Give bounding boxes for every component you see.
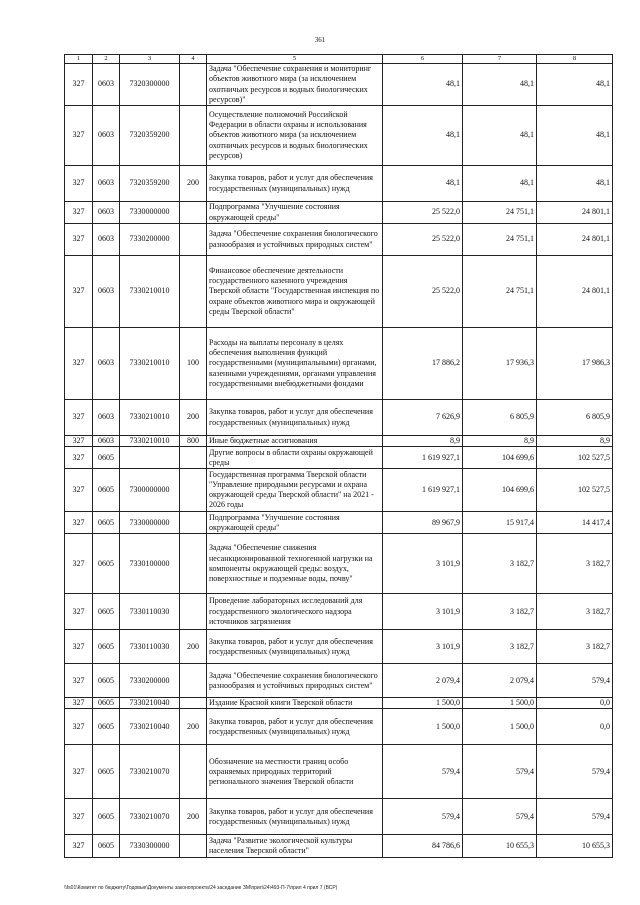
target-article-cell <box>120 447 180 469</box>
amount-year3-cell: 8,9 <box>537 436 613 447</box>
expense-type-cell <box>180 512 207 534</box>
footer-file-path: \\fs01\Комитет по бюджету\Годовые\Документы законопроекта\24 заседание ЗМ\прил\24\493-П-7\прил 4 прил 7 (ВСР) <box>64 885 338 891</box>
description-cell: Задача "Обеспечение снижения несанкционированной техногенной нагрузки на компоненты окружающей среды: воздух, поверхностные и подземные воды, почву" <box>207 534 383 594</box>
ministry-code-cell: 327 <box>65 799 93 835</box>
target-article-cell: 7330210040 <box>120 709 180 745</box>
section-code-cell: 0603 <box>93 106 120 166</box>
amount-year1-cell: 2 079,4 <box>383 664 463 698</box>
section-code-cell: 0603 <box>93 166 120 202</box>
expense-type-cell <box>180 447 207 469</box>
expense-type-cell <box>180 106 207 166</box>
header-cell: 4 <box>180 55 207 64</box>
section-code-cell: 0605 <box>93 709 120 745</box>
header-cell: 5 <box>207 55 383 64</box>
description-cell: Осуществление полномочий Российской Федерации в области охраны и использования объектов животного мира (за исключением охотничьих ресурсов и водных биологических ресурсов) <box>207 106 383 166</box>
amount-year1-cell: 84 786,6 <box>383 835 463 858</box>
ministry-code-cell: 327 <box>65 469 93 512</box>
target-article-cell: 7300000000 <box>120 469 180 512</box>
amount-year2-cell: 3 182,7 <box>463 534 537 594</box>
amount-year1-cell: 579,4 <box>383 745 463 799</box>
table-row <box>65 106 613 166</box>
ministry-code-cell: 327 <box>65 166 93 202</box>
ministry-code-cell: 327 <box>65 630 93 664</box>
table-row <box>65 630 613 664</box>
amount-year3-cell: 0,0 <box>537 709 613 745</box>
amount-year2-cell: 17 936,3 <box>463 328 537 400</box>
amount-year2-cell: 6 805,9 <box>463 400 537 436</box>
description-cell: Государственная программа Тверской области "Управление природными ресурсами и охрана окружающей среды Тверской области" на 2021 - 2026 годы <box>207 469 383 512</box>
amount-year3-cell: 3 182,7 <box>537 594 613 630</box>
amount-year3-cell: 10 655,3 <box>537 835 613 858</box>
expense-type-cell <box>180 534 207 594</box>
description-cell: Подпрограмма "Улучшение состояния окружающей среды" <box>207 202 383 224</box>
table-row <box>65 745 613 799</box>
target-article-cell: 7330000000 <box>120 512 180 534</box>
amount-year3-cell: 6 805,9 <box>537 400 613 436</box>
description-cell: Финансовое обеспечение деятельности государственного казенного учреждения Тверской области "Государственная инспекция по охране объектов животного мира и окружающей среды Тверской области" <box>207 256 383 328</box>
description-cell: Расходы на выплаты персоналу в целях обеспечения выполнения функций государственными (муниципальными) органами, казенными учреждениями, органами управления государственными внебюджетными фондами <box>207 328 383 400</box>
target-article-cell: 7330210070 <box>120 745 180 799</box>
target-article-cell: 7330110030 <box>120 630 180 664</box>
target-article-cell: 7320359200 <box>120 106 180 166</box>
amount-year2-cell: 24 751,1 <box>463 256 537 328</box>
header-cell: 7 <box>463 55 537 64</box>
expense-type-cell <box>180 469 207 512</box>
expense-type-cell <box>180 64 207 106</box>
amount-year2-cell: 104 699,6 <box>463 469 537 512</box>
ministry-code-cell: 327 <box>65 512 93 534</box>
amount-year2-cell: 3 182,7 <box>463 630 537 664</box>
ministry-code-cell: 327 <box>65 436 93 447</box>
expense-type-cell: 100 <box>180 328 207 400</box>
amount-year1-cell: 1 619 927,1 <box>383 447 463 469</box>
amount-year2-cell: 24 751,1 <box>463 224 537 256</box>
amount-year2-cell: 10 655,3 <box>463 835 537 858</box>
header-cell: 6 <box>383 55 463 64</box>
description-cell: Закупка товаров, работ и услуг для обеспечения государственных (муниципальных) нужд <box>207 709 383 745</box>
target-article-cell: 7330210010 <box>120 256 180 328</box>
section-code-cell: 0605 <box>93 534 120 594</box>
table-row <box>65 709 613 745</box>
target-article-cell: 7330210010 <box>120 436 180 447</box>
budget-table <box>64 54 613 858</box>
ministry-code-cell: 327 <box>65 447 93 469</box>
target-article-cell: 7330200000 <box>120 664 180 698</box>
section-code-cell: 0603 <box>93 400 120 436</box>
target-article-cell: 7330210010 <box>120 328 180 400</box>
description-cell: Закупка товаров, работ и услуг для обеспечения государственных (муниципальных) нужд <box>207 630 383 664</box>
expense-type-cell: 200 <box>180 799 207 835</box>
description-cell: Обозначение на местности границ особо охраняемых природных территорий регионального значения Тверской области <box>207 745 383 799</box>
amount-year1-cell: 1 619 927,1 <box>383 469 463 512</box>
amount-year1-cell: 3 101,9 <box>383 534 463 594</box>
amount-year2-cell: 579,4 <box>463 745 537 799</box>
target-article-cell: 7330300000 <box>120 835 180 858</box>
section-code-cell: 0605 <box>93 469 120 512</box>
target-article-cell: 7330100000 <box>120 534 180 594</box>
header-cell: 1 <box>65 55 93 64</box>
amount-year3-cell: 0,0 <box>537 698 613 709</box>
section-code-cell: 0605 <box>93 664 120 698</box>
amount-year2-cell: 104 699,6 <box>463 447 537 469</box>
amount-year1-cell: 48,1 <box>383 64 463 106</box>
amount-year1-cell: 579,4 <box>383 799 463 835</box>
target-article-cell: 7320300000 <box>120 64 180 106</box>
amount-year3-cell: 48,1 <box>537 64 613 106</box>
target-article-cell: 7330110030 <box>120 594 180 630</box>
ministry-code-cell: 327 <box>65 534 93 594</box>
header-cell: 3 <box>120 55 180 64</box>
ministry-code-cell: 327 <box>65 745 93 799</box>
ministry-code-cell: 327 <box>65 400 93 436</box>
ministry-code-cell: 327 <box>65 698 93 709</box>
ministry-code-cell: 327 <box>65 594 93 630</box>
amount-year3-cell: 24 801,1 <box>537 224 613 256</box>
amount-year3-cell: 102 527,5 <box>537 469 613 512</box>
table-row <box>65 664 613 698</box>
section-code-cell: 0603 <box>93 64 120 106</box>
amount-year3-cell: 102 527,5 <box>537 447 613 469</box>
amount-year2-cell: 48,1 <box>463 64 537 106</box>
section-code-cell: 0603 <box>93 436 120 447</box>
ministry-code-cell: 327 <box>65 664 93 698</box>
amount-year3-cell: 579,4 <box>537 664 613 698</box>
description-cell: Закупка товаров, работ и услуг для обеспечения государственных (муниципальных) нужд <box>207 166 383 202</box>
description-cell: Подпрограмма "Улучшение состояния окружающей среды" <box>207 512 383 534</box>
ministry-code-cell: 327 <box>65 64 93 106</box>
amount-year1-cell: 89 967,9 <box>383 512 463 534</box>
amount-year1-cell: 48,1 <box>383 166 463 202</box>
description-cell: Задача "Обеспечение сохранения и мониторинг объектов животного мира (за исключением охотничьих ресурсов и водных биологических ресурсов)" <box>207 64 383 106</box>
amount-year1-cell: 3 101,9 <box>383 630 463 664</box>
description-cell: Задача "Развитие экологической культуры населения Тверской области" <box>207 835 383 858</box>
target-article-cell: 7330210040 <box>120 698 180 709</box>
amount-year1-cell: 25 522,0 <box>383 256 463 328</box>
ministry-code-cell: 327 <box>65 202 93 224</box>
table-row <box>65 698 613 709</box>
amount-year3-cell: 17 986,3 <box>537 328 613 400</box>
ministry-code-cell: 327 <box>65 106 93 166</box>
amount-year2-cell: 1 500,0 <box>463 709 537 745</box>
expense-type-cell <box>180 745 207 799</box>
table-row <box>65 447 613 469</box>
amount-year1-cell: 1 500,0 <box>383 698 463 709</box>
header-cell: 8 <box>537 55 613 64</box>
expense-type-cell <box>180 256 207 328</box>
section-code-cell: 0603 <box>93 328 120 400</box>
amount-year1-cell: 25 522,0 <box>383 202 463 224</box>
expense-type-cell <box>180 224 207 256</box>
table-row <box>65 224 613 256</box>
section-code-cell: 0605 <box>93 447 120 469</box>
amount-year2-cell: 2 079,4 <box>463 664 537 698</box>
table-row <box>65 534 613 594</box>
table-row <box>65 436 613 447</box>
amount-year3-cell: 48,1 <box>537 166 613 202</box>
table-header-row <box>65 55 613 64</box>
expense-type-cell: 800 <box>180 436 207 447</box>
description-cell: Иные бюджетные ассигнования <box>207 436 383 447</box>
table-row <box>65 64 613 106</box>
section-code-cell: 0605 <box>93 835 120 858</box>
description-cell: Закупка товаров, работ и услуг для обеспечения государственных (муниципальных) нужд <box>207 400 383 436</box>
table-row <box>65 166 613 202</box>
page-number: 361 <box>314 36 326 44</box>
ministry-code-cell: 327 <box>65 835 93 858</box>
amount-year2-cell: 48,1 <box>463 166 537 202</box>
description-cell: Другие вопросы в области охраны окружающей среды <box>207 447 383 469</box>
ministry-code-cell: 327 <box>65 224 93 256</box>
description-cell: Задача "Обеспечение сохранения биологического разнообразия и устойчивых природных систем" <box>207 664 383 698</box>
ministry-code-cell: 327 <box>65 328 93 400</box>
table-row <box>65 594 613 630</box>
target-article-cell: 7320359200 <box>120 166 180 202</box>
section-code-cell: 0605 <box>93 630 120 664</box>
section-code-cell: 0605 <box>93 799 120 835</box>
table-row <box>65 835 613 858</box>
amount-year1-cell: 7 626,9 <box>383 400 463 436</box>
section-code-cell: 0603 <box>93 256 120 328</box>
amount-year1-cell: 17 886,2 <box>383 328 463 400</box>
description-cell: Задача "Обеспечение сохранения биологического разнообразия и устойчивых природных систем" <box>207 224 383 256</box>
section-code-cell: 0603 <box>93 202 120 224</box>
amount-year2-cell: 15 917,4 <box>463 512 537 534</box>
table-row <box>65 512 613 534</box>
table-row <box>65 256 613 328</box>
target-article-cell: 7330210010 <box>120 400 180 436</box>
amount-year3-cell: 24 801,1 <box>537 202 613 224</box>
header-cell: 2 <box>93 55 120 64</box>
table-row <box>65 202 613 224</box>
amount-year2-cell: 24 751,1 <box>463 202 537 224</box>
amount-year1-cell: 8,9 <box>383 436 463 447</box>
amount-year2-cell: 3 182,7 <box>463 594 537 630</box>
expense-type-cell <box>180 835 207 858</box>
table-row <box>65 469 613 512</box>
amount-year2-cell: 579,4 <box>463 799 537 835</box>
amount-year3-cell: 3 182,7 <box>537 534 613 594</box>
target-article-cell: 7330200000 <box>120 224 180 256</box>
expense-type-cell: 200 <box>180 630 207 664</box>
amount-year1-cell: 3 101,9 <box>383 594 463 630</box>
amount-year2-cell: 8,9 <box>463 436 537 447</box>
expense-type-cell <box>180 202 207 224</box>
expense-type-cell: 200 <box>180 400 207 436</box>
section-code-cell: 0605 <box>93 594 120 630</box>
table-row <box>65 400 613 436</box>
amount-year1-cell: 48,1 <box>383 106 463 166</box>
amount-year3-cell: 14 417,4 <box>537 512 613 534</box>
amount-year2-cell: 48,1 <box>463 106 537 166</box>
table-row <box>65 799 613 835</box>
amount-year3-cell: 579,4 <box>537 799 613 835</box>
description-cell: Издание Красной книги Тверской области <box>207 698 383 709</box>
section-code-cell: 0605 <box>93 745 120 799</box>
target-article-cell: 7330000000 <box>120 202 180 224</box>
amount-year2-cell: 1 500,0 <box>463 698 537 709</box>
expense-type-cell: 200 <box>180 709 207 745</box>
expense-type-cell <box>180 594 207 630</box>
description-cell: Закупка товаров, работ и услуг для обеспечения государственных (муниципальных) нужд <box>207 799 383 835</box>
section-code-cell: 0603 <box>93 224 120 256</box>
ministry-code-cell: 327 <box>65 256 93 328</box>
section-code-cell: 0605 <box>93 698 120 709</box>
expense-type-cell: 200 <box>180 166 207 202</box>
amount-year3-cell: 24 801,1 <box>537 256 613 328</box>
expense-type-cell <box>180 698 207 709</box>
description-cell: Проведение лабораторных исследований для государственного экологического надзора источников загрязнения <box>207 594 383 630</box>
amount-year3-cell: 579,4 <box>537 745 613 799</box>
amount-year1-cell: 25 522,0 <box>383 224 463 256</box>
amount-year1-cell: 1 500,0 <box>383 709 463 745</box>
table-row <box>65 328 613 400</box>
ministry-code-cell: 327 <box>65 709 93 745</box>
amount-year3-cell: 48,1 <box>537 106 613 166</box>
amount-year3-cell: 3 182,7 <box>537 630 613 664</box>
section-code-cell: 0605 <box>93 512 120 534</box>
expense-type-cell <box>180 664 207 698</box>
target-article-cell: 7330210070 <box>120 799 180 835</box>
